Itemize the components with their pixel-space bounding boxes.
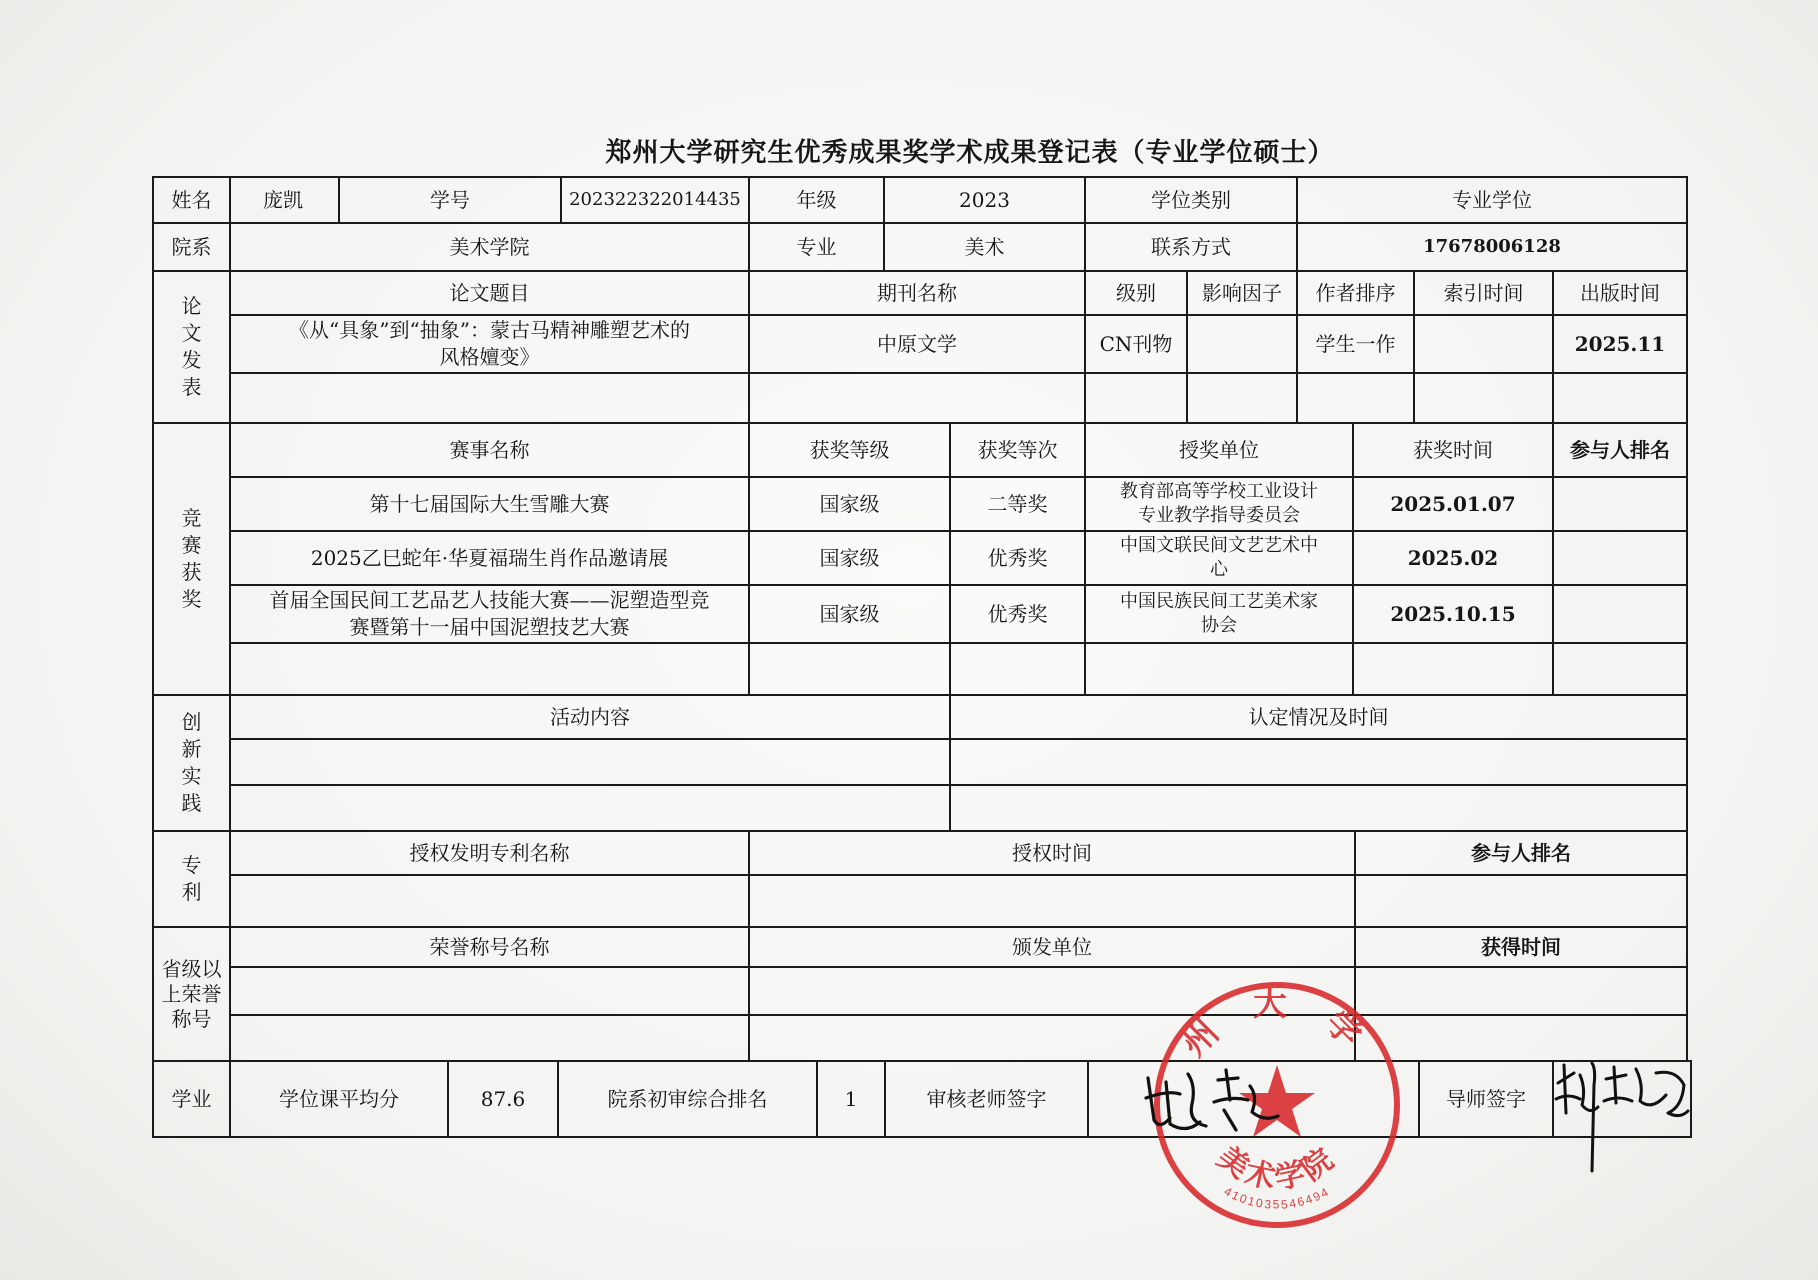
paper-title-header: 论文题目 — [229, 270, 750, 316]
award-level-cell: 国家级 — [748, 584, 951, 644]
journal-header: 期刊名称 — [748, 270, 1086, 316]
gpa-value: 87.6 — [447, 1060, 559, 1138]
honor-issuer-header: 颁发单位 — [748, 926, 1356, 968]
author-order-cell: 学生一作 — [1296, 314, 1415, 374]
degree-type-label: 学位类别 — [1084, 176, 1298, 224]
major-label: 专业 — [748, 222, 885, 272]
papers-section-label: 论 文 发 表 — [152, 270, 231, 424]
advisor-signature-field — [1552, 1060, 1692, 1138]
patent-time-header: 授权时间 — [748, 830, 1356, 876]
impact-factor-header: 影响因子 — [1186, 270, 1298, 316]
student-id-label: 学号 — [338, 176, 562, 224]
patent-empty-time — [748, 874, 1356, 928]
competition-name-cell: 首届全国民间工艺品艺人技能大赛——泥塑造型竞 赛暨第十一届中国泥塑技艺大赛 — [229, 584, 750, 644]
level-header: 级别 — [1084, 270, 1188, 316]
patents-section-label: 专 利 — [152, 830, 231, 928]
paper-empty-author — [1296, 372, 1415, 424]
innovation-empty-content — [229, 738, 951, 786]
award-rank-cell: 优秀奖 — [949, 584, 1086, 644]
contact-label: 联系方式 — [1084, 222, 1298, 272]
paper-empty-index — [1413, 372, 1554, 424]
activity-content-header: 活动内容 — [229, 694, 951, 740]
paper-empty-title — [229, 372, 750, 424]
honor-empty-name — [229, 966, 750, 1016]
competition-name-cell: 2025乙巳蛇年·华夏福瑞生肖作品邀请展 — [229, 530, 750, 586]
award-unit-cell: 中国民族民间工艺美术家 协会 — [1084, 584, 1354, 644]
paper-empty-level — [1084, 372, 1188, 424]
dept-label: 院系 — [152, 222, 231, 272]
paper-title-cell: 《从“具象”到“抽象”：蒙古马精神雕塑艺术的 风格嬗变》 — [229, 314, 750, 374]
academic-section-label: 学业 — [152, 1060, 231, 1138]
pub-time-header: 出版时间 — [1552, 270, 1688, 316]
level-cell: CN刊物 — [1084, 314, 1188, 374]
honor-empty-issuer — [748, 1014, 1356, 1062]
award-level-cell: 国家级 — [748, 530, 951, 586]
reviewer-signature-field — [1087, 1060, 1420, 1138]
award-time-cell: 2025.10.15 — [1352, 584, 1554, 644]
index-time-cell — [1413, 314, 1554, 374]
patent-member-rank-header: 参与人排名 — [1354, 830, 1688, 876]
grade-label: 年级 — [748, 176, 885, 224]
competition-empty-unit — [1084, 642, 1354, 696]
pub-time-cell: 2025.11 — [1552, 314, 1688, 374]
award-time-cell: 2025.01.07 — [1352, 476, 1554, 532]
student-id-value: 202322322014435 — [560, 176, 750, 224]
honor-empty-name — [229, 1014, 750, 1062]
author-order-header: 作者排序 — [1296, 270, 1415, 316]
gpa-label: 学位课平均分 — [229, 1060, 449, 1138]
award-rank-cell: 二等奖 — [949, 476, 1086, 532]
honors-section-label: 省级以 上荣誉 称号 — [152, 926, 231, 1062]
award-level-cell: 国家级 — [748, 476, 951, 532]
document-title: 郑州大学研究生优秀成果奖学术成果登记表（专业学位硕士） — [605, 138, 1335, 168]
honor-name-header: 荣誉称号名称 — [229, 926, 750, 968]
honor-empty-time — [1354, 966, 1688, 1016]
competition-empty-member — [1552, 642, 1688, 696]
award-unit-cell: 中国文联民间文艺艺术中 心 — [1084, 530, 1354, 586]
paper-empty-pub — [1552, 372, 1688, 424]
impact-factor-cell — [1186, 314, 1298, 374]
grade-value: 2023 — [883, 176, 1086, 224]
index-time-header: 索引时间 — [1413, 270, 1554, 316]
degree-type-value: 专业学位 — [1296, 176, 1688, 224]
dept-value: 美术学院 — [229, 222, 750, 272]
innovation-section-label: 创 新 实 践 — [152, 694, 231, 832]
reviewer-signature-label: 审核老师签字 — [884, 1060, 1089, 1138]
paper-empty-journal — [748, 372, 1086, 424]
competition-name-cell: 第十七届国际大生雪雕大赛 — [229, 476, 750, 532]
recognition-header: 认定情况及时间 — [949, 694, 1688, 740]
member-rank-cell — [1552, 584, 1688, 644]
paper-empty-impact — [1186, 372, 1298, 424]
name-label: 姓名 — [152, 176, 231, 224]
patent-name-header: 授权发明专利名称 — [229, 830, 750, 876]
member-rank-header: 参与人排名 — [1552, 422, 1688, 478]
honor-empty-issuer — [748, 966, 1356, 1016]
competitions-section-label: 竞 赛 获 奖 — [152, 422, 231, 696]
name-value: 庞凯 — [229, 176, 340, 224]
award-unit-cell: 教育部高等学校工业设计 专业教学指导委员会 — [1084, 476, 1354, 532]
competition-empty-name — [229, 642, 750, 696]
award-rank-cell: 优秀奖 — [949, 530, 1086, 586]
journal-cell: 中原文学 — [748, 314, 1086, 374]
honor-empty-time — [1354, 1014, 1688, 1062]
member-rank-cell — [1552, 476, 1688, 532]
dept-rank-label: 院系初审综合排名 — [557, 1060, 818, 1138]
competition-empty-time — [1352, 642, 1554, 696]
innovation-empty-recognition — [949, 738, 1688, 786]
svg-text:州 大 学: 州 大 学 — [1175, 986, 1379, 1064]
advisor-signature-label: 导师签字 — [1418, 1060, 1554, 1138]
innovation-empty-recognition — [949, 784, 1688, 832]
svg-text:4101035546494: 4101035546494 — [1221, 1184, 1333, 1212]
award-level-header: 获奖等级 — [748, 422, 951, 478]
award-rank-header: 获奖等次 — [949, 422, 1086, 478]
innovation-empty-content — [229, 784, 951, 832]
member-rank-cell — [1552, 530, 1688, 586]
dept-rank-value: 1 — [816, 1060, 886, 1138]
svg-text:美术学院: 美术学院 — [1211, 1140, 1343, 1196]
award-unit-header: 授奖单位 — [1084, 422, 1354, 478]
honor-time-header: 获得时间 — [1354, 926, 1688, 968]
award-time-cell: 2025.02 — [1352, 530, 1554, 586]
contact-value: 17678006128 — [1296, 222, 1688, 272]
competition-name-header: 赛事名称 — [229, 422, 750, 478]
patent-empty-member — [1354, 874, 1688, 928]
competition-empty-level — [748, 642, 951, 696]
award-time-header: 获奖时间 — [1352, 422, 1554, 478]
competition-empty-rank — [949, 642, 1086, 696]
patent-empty-name — [229, 874, 750, 928]
major-value: 美术 — [883, 222, 1086, 272]
